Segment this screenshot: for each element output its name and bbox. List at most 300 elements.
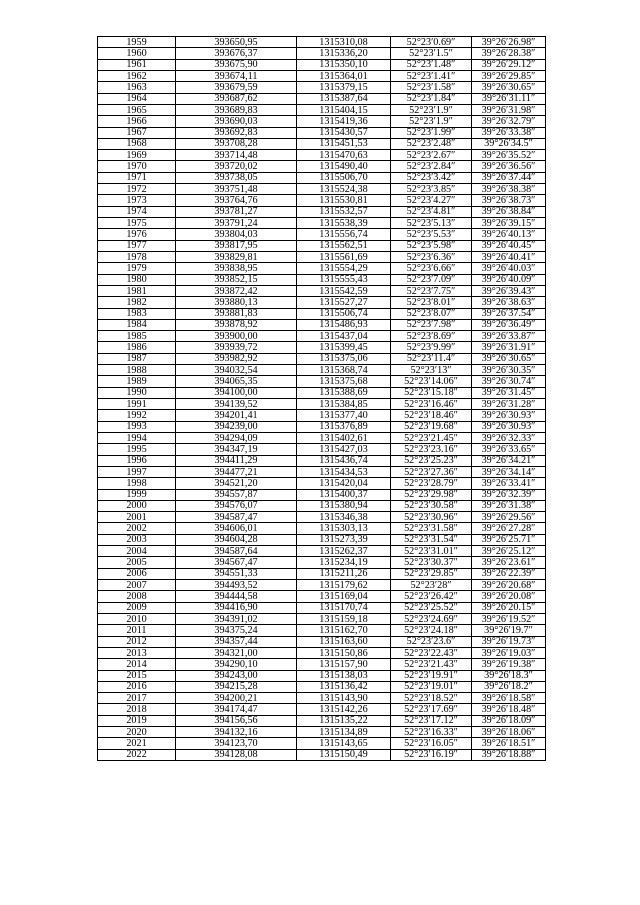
longitude-cell: 39°26′33.41″ bbox=[472, 478, 546, 489]
x-coordinate-cell: 393751,48 bbox=[176, 184, 297, 195]
latitude-cell: 52°23′7.75″ bbox=[391, 285, 472, 296]
x-coordinate-cell: 393852,15 bbox=[176, 274, 297, 285]
table-row bbox=[98, 104, 546, 115]
latitude-cell: 52°23′14.06″ bbox=[391, 376, 472, 387]
x-coordinate-cell: 393880,13 bbox=[176, 297, 297, 308]
y-coordinate-cell: 1315404,15 bbox=[297, 104, 391, 115]
y-coordinate-cell: 1315384,85 bbox=[297, 399, 391, 410]
x-coordinate-cell: 393679,59 bbox=[176, 82, 297, 93]
table-row bbox=[98, 444, 546, 455]
point-number-cell: 1979 bbox=[98, 263, 176, 274]
point-number-cell: 1962 bbox=[98, 70, 176, 81]
longitude-cell: 39°26′29.12″ bbox=[472, 59, 546, 70]
latitude-cell: 52°23′6.66″ bbox=[391, 263, 472, 274]
table-row bbox=[98, 670, 546, 681]
latitude-cell: 52°23′31.54″ bbox=[391, 534, 472, 545]
longitude-cell: 39°26′31.28″ bbox=[472, 399, 546, 410]
point-number-cell: 1973 bbox=[98, 195, 176, 206]
longitude-cell: 39°26′34.14″ bbox=[472, 466, 546, 477]
latitude-cell: 52°23′1.99″ bbox=[391, 127, 472, 138]
point-number-cell: 2011 bbox=[98, 625, 176, 636]
x-coordinate-cell: 393675,90 bbox=[176, 59, 297, 70]
y-coordinate-cell: 1315399,45 bbox=[297, 342, 391, 353]
y-coordinate-cell: 1315506,70 bbox=[297, 172, 391, 183]
y-coordinate-cell: 1315211,26 bbox=[297, 568, 391, 579]
table-row bbox=[98, 681, 546, 692]
point-number-cell: 1968 bbox=[98, 138, 176, 149]
longitude-cell: 39°26′30.65″ bbox=[472, 353, 546, 364]
longitude-cell: 39°26′18.3″ bbox=[472, 670, 546, 681]
table-row bbox=[98, 704, 546, 715]
longitude-cell: 39°26′19.73″ bbox=[472, 636, 546, 647]
x-coordinate-cell: 394321,00 bbox=[176, 647, 297, 658]
point-number-cell: 1964 bbox=[98, 93, 176, 104]
point-number-cell: 1981 bbox=[98, 285, 176, 296]
latitude-cell: 52°23′23.16″ bbox=[391, 444, 472, 455]
x-coordinate-cell: 393738,05 bbox=[176, 172, 297, 183]
y-coordinate-cell: 1315434,53 bbox=[297, 466, 391, 477]
x-coordinate-cell: 393690,03 bbox=[176, 116, 297, 127]
latitude-cell: 52°23′22.43″ bbox=[391, 647, 472, 658]
table-row bbox=[98, 580, 546, 591]
y-coordinate-cell: 1315170,74 bbox=[297, 602, 391, 613]
latitude-cell: 52°23′5.53″ bbox=[391, 229, 472, 240]
longitude-cell: 39°26′31.45″ bbox=[472, 387, 546, 398]
table-row bbox=[98, 523, 546, 534]
latitude-cell: 52°23′2.48″ bbox=[391, 138, 472, 149]
longitude-cell: 39°26′30.74″ bbox=[472, 376, 546, 387]
point-number-cell: 1984 bbox=[98, 319, 176, 330]
point-number-cell: 2012 bbox=[98, 636, 176, 647]
y-coordinate-cell: 1315562,51 bbox=[297, 240, 391, 251]
table-row bbox=[98, 138, 546, 149]
y-coordinate-cell: 1315486,93 bbox=[297, 319, 391, 330]
y-coordinate-cell: 1315427,03 bbox=[297, 444, 391, 455]
table-row bbox=[98, 591, 546, 602]
table-row bbox=[98, 342, 546, 353]
table-row bbox=[98, 116, 546, 127]
latitude-cell: 52°23′16.46″ bbox=[391, 399, 472, 410]
point-number-cell: 1970 bbox=[98, 161, 176, 172]
point-number-cell: 1966 bbox=[98, 116, 176, 127]
point-number-cell: 2010 bbox=[98, 613, 176, 624]
point-number-cell: 1986 bbox=[98, 342, 176, 353]
x-coordinate-cell: 393720,02 bbox=[176, 161, 297, 172]
longitude-cell: 39°26′18.51″ bbox=[472, 738, 546, 749]
point-number-cell: 1959 bbox=[98, 37, 176, 48]
longitude-cell: 39°26′30.93″ bbox=[472, 410, 546, 421]
table-row bbox=[98, 410, 546, 421]
table-row bbox=[98, 500, 546, 511]
x-coordinate-cell: 394032,54 bbox=[176, 365, 297, 376]
x-coordinate-cell: 393692,83 bbox=[176, 127, 297, 138]
point-number-cell: 1988 bbox=[98, 365, 176, 376]
x-coordinate-cell: 394239,00 bbox=[176, 421, 297, 432]
latitude-cell: 52°23′8.69″ bbox=[391, 331, 472, 342]
point-number-cell: 1999 bbox=[98, 489, 176, 500]
longitude-cell: 39°26′31.11″ bbox=[472, 93, 546, 104]
y-coordinate-cell: 1315561,69 bbox=[297, 251, 391, 262]
point-number-cell: 1994 bbox=[98, 432, 176, 443]
x-coordinate-cell: 394215,28 bbox=[176, 681, 297, 692]
y-coordinate-cell: 1315143,65 bbox=[297, 738, 391, 749]
y-coordinate-cell: 1315542,59 bbox=[297, 285, 391, 296]
table-row bbox=[98, 557, 546, 568]
table-row bbox=[98, 308, 546, 319]
table-row bbox=[98, 478, 546, 489]
y-coordinate-cell: 1315555,43 bbox=[297, 274, 391, 285]
x-coordinate-cell: 393714,48 bbox=[176, 150, 297, 161]
x-coordinate-cell: 394411,29 bbox=[176, 455, 297, 466]
longitude-cell: 39°26′18.2″ bbox=[472, 681, 546, 692]
longitude-cell: 39°26′35.52″ bbox=[472, 150, 546, 161]
point-number-cell: 1991 bbox=[98, 399, 176, 410]
latitude-cell: 52°23′26.42″ bbox=[391, 591, 472, 602]
longitude-cell: 39°26′36.49″ bbox=[472, 319, 546, 330]
longitude-cell: 39°26′30.65″ bbox=[472, 82, 546, 93]
latitude-cell: 52°23′24.18″ bbox=[391, 625, 472, 636]
longitude-cell: 39°26′40.03″ bbox=[472, 263, 546, 274]
y-coordinate-cell: 1315388,69 bbox=[297, 387, 391, 398]
y-coordinate-cell: 1315430,57 bbox=[297, 127, 391, 138]
y-coordinate-cell: 1315262,37 bbox=[297, 546, 391, 557]
x-coordinate-cell: 394606,01 bbox=[176, 523, 297, 534]
longitude-cell: 39°26′39.43″ bbox=[472, 285, 546, 296]
latitude-cell: 52°23′7.98″ bbox=[391, 319, 472, 330]
longitude-cell: 39°26′25.71″ bbox=[472, 534, 546, 545]
table-row bbox=[98, 727, 546, 738]
point-number-cell: 2004 bbox=[98, 546, 176, 557]
latitude-cell: 52°23′15.18″ bbox=[391, 387, 472, 398]
point-number-cell: 2021 bbox=[98, 738, 176, 749]
table-row bbox=[98, 285, 546, 296]
longitude-cell: 39°26′26.98″ bbox=[472, 37, 546, 48]
point-number-cell: 2005 bbox=[98, 557, 176, 568]
point-number-cell: 2008 bbox=[98, 591, 176, 602]
latitude-cell: 52°23′29.85″ bbox=[391, 568, 472, 579]
table-row bbox=[98, 240, 546, 251]
y-coordinate-cell: 1315336,20 bbox=[297, 48, 391, 59]
x-coordinate-cell: 394347,19 bbox=[176, 444, 297, 455]
longitude-cell: 39°26′38.63″ bbox=[472, 297, 546, 308]
point-number-cell: 2015 bbox=[98, 670, 176, 681]
point-number-cell: 2022 bbox=[98, 749, 176, 760]
x-coordinate-cell: 394128,08 bbox=[176, 749, 297, 760]
x-coordinate-cell: 393687,62 bbox=[176, 93, 297, 104]
latitude-cell: 52°23′16.05″ bbox=[391, 738, 472, 749]
longitude-cell: 39°26′19.03″ bbox=[472, 647, 546, 658]
y-coordinate-cell: 1315234,19 bbox=[297, 557, 391, 568]
point-number-cell: 2017 bbox=[98, 693, 176, 704]
latitude-cell: 52°23′1.84″ bbox=[391, 93, 472, 104]
y-coordinate-cell: 1315162,70 bbox=[297, 625, 391, 636]
longitude-cell: 39°26′23.61″ bbox=[472, 557, 546, 568]
longitude-cell: 39°26′40.41″ bbox=[472, 251, 546, 262]
x-coordinate-cell: 393881,83 bbox=[176, 308, 297, 319]
x-coordinate-cell: 393939,72 bbox=[176, 342, 297, 353]
table-row bbox=[98, 546, 546, 557]
latitude-cell: 52°23′1.48″ bbox=[391, 59, 472, 70]
longitude-cell: 39°26′20.68″ bbox=[472, 580, 546, 591]
point-number-cell: 1992 bbox=[98, 410, 176, 421]
table-row bbox=[98, 93, 546, 104]
table-row bbox=[98, 229, 546, 240]
point-number-cell: 1971 bbox=[98, 172, 176, 183]
point-number-cell: 1996 bbox=[98, 455, 176, 466]
table-row bbox=[98, 432, 546, 443]
longitude-cell: 39°26′18.88″ bbox=[472, 749, 546, 760]
x-coordinate-cell: 393650,95 bbox=[176, 37, 297, 48]
x-coordinate-cell: 394587,47 bbox=[176, 512, 297, 523]
x-coordinate-cell: 393838,95 bbox=[176, 263, 297, 274]
x-coordinate-cell: 394587,64 bbox=[176, 546, 297, 557]
longitude-cell: 39°26′30.35″ bbox=[472, 365, 546, 376]
y-coordinate-cell: 1315350,10 bbox=[297, 59, 391, 70]
latitude-cell: 52°23′18.46″ bbox=[391, 410, 472, 421]
table-row bbox=[98, 70, 546, 81]
longitude-cell: 39°26′25.12″ bbox=[472, 546, 546, 557]
longitude-cell: 39°26′31.38″ bbox=[472, 500, 546, 511]
point-number-cell: 2006 bbox=[98, 568, 176, 579]
x-coordinate-cell: 394567,47 bbox=[176, 557, 297, 568]
table-row bbox=[98, 659, 546, 670]
y-coordinate-cell: 1315524,38 bbox=[297, 184, 391, 195]
x-coordinate-cell: 394557,87 bbox=[176, 489, 297, 500]
latitude-cell: 52°23′5.98″ bbox=[391, 240, 472, 251]
longitude-cell: 39°26′20.08″ bbox=[472, 591, 546, 602]
longitude-cell: 39°26′32.39″ bbox=[472, 489, 546, 500]
x-coordinate-cell: 394294,09 bbox=[176, 432, 297, 443]
y-coordinate-cell: 1315402,61 bbox=[297, 432, 391, 443]
latitude-cell: 52°23′3.85″ bbox=[391, 184, 472, 195]
point-number-cell: 1961 bbox=[98, 59, 176, 70]
latitude-cell: 52°23′13″ bbox=[391, 365, 472, 376]
x-coordinate-cell: 394444,58 bbox=[176, 591, 297, 602]
point-number-cell: 2013 bbox=[98, 647, 176, 658]
x-coordinate-cell: 394290,10 bbox=[176, 659, 297, 670]
longitude-cell: 39°26′40.13″ bbox=[472, 229, 546, 240]
x-coordinate-cell: 393791,24 bbox=[176, 218, 297, 229]
longitude-cell: 39°26′30.93″ bbox=[472, 421, 546, 432]
table-row bbox=[98, 263, 546, 274]
coordinates-table bbox=[97, 36, 546, 761]
x-coordinate-cell: 393829,81 bbox=[176, 251, 297, 262]
latitude-cell: 52°23′31.58″ bbox=[391, 523, 472, 534]
longitude-cell: 39°26′34.5″ bbox=[472, 138, 546, 149]
table-row bbox=[98, 466, 546, 477]
longitude-cell: 39°26′38.73″ bbox=[472, 195, 546, 206]
table-row bbox=[98, 161, 546, 172]
latitude-cell: 52°23′28.79″ bbox=[391, 478, 472, 489]
y-coordinate-cell: 1315364,01 bbox=[297, 70, 391, 81]
y-coordinate-cell: 1315375,06 bbox=[297, 353, 391, 364]
longitude-cell: 39°26′37.44″ bbox=[472, 172, 546, 183]
latitude-cell: 52°23′8.01″ bbox=[391, 297, 472, 308]
latitude-cell: 52°23′24.69″ bbox=[391, 613, 472, 624]
x-coordinate-cell: 394416,90 bbox=[176, 602, 297, 613]
x-coordinate-cell: 394123,70 bbox=[176, 738, 297, 749]
y-coordinate-cell: 1315470,63 bbox=[297, 150, 391, 161]
point-number-cell: 1998 bbox=[98, 478, 176, 489]
table-row bbox=[98, 48, 546, 59]
x-coordinate-cell: 394391,02 bbox=[176, 613, 297, 624]
latitude-cell: 52°23′7.09″ bbox=[391, 274, 472, 285]
table-row bbox=[98, 184, 546, 195]
latitude-cell: 52°23′2.67″ bbox=[391, 150, 472, 161]
longitude-cell: 39°26′40.09″ bbox=[472, 274, 546, 285]
x-coordinate-cell: 393982,92 bbox=[176, 353, 297, 364]
y-coordinate-cell: 1315490,40 bbox=[297, 161, 391, 172]
table-row bbox=[98, 613, 546, 624]
latitude-cell: 52°23′1.9″ bbox=[391, 104, 472, 115]
y-coordinate-cell: 1315157,90 bbox=[297, 659, 391, 670]
point-number-cell: 1983 bbox=[98, 308, 176, 319]
point-number-cell: 1967 bbox=[98, 127, 176, 138]
y-coordinate-cell: 1315375,68 bbox=[297, 376, 391, 387]
y-coordinate-cell: 1315419,36 bbox=[297, 116, 391, 127]
longitude-cell: 39°26′18.09″ bbox=[472, 715, 546, 726]
y-coordinate-cell: 1315159,18 bbox=[297, 613, 391, 624]
table-row bbox=[98, 37, 546, 48]
y-coordinate-cell: 1315169,04 bbox=[297, 591, 391, 602]
y-coordinate-cell: 1315530,81 bbox=[297, 195, 391, 206]
table-row bbox=[98, 512, 546, 523]
y-coordinate-cell: 1315368,74 bbox=[297, 365, 391, 376]
longitude-cell: 39°26′32.79″ bbox=[472, 116, 546, 127]
point-number-cell: 1976 bbox=[98, 229, 176, 240]
x-coordinate-cell: 393804,03 bbox=[176, 229, 297, 240]
y-coordinate-cell: 1315554,29 bbox=[297, 263, 391, 274]
point-number-cell: 1990 bbox=[98, 387, 176, 398]
longitude-cell: 39°26′34.21″ bbox=[472, 455, 546, 466]
point-number-cell: 1975 bbox=[98, 218, 176, 229]
longitude-cell: 39°26′38.38″ bbox=[472, 184, 546, 195]
latitude-cell: 52°23′1.5″ bbox=[391, 48, 472, 59]
point-number-cell: 2016 bbox=[98, 681, 176, 692]
y-coordinate-cell: 1315506,74 bbox=[297, 308, 391, 319]
latitude-cell: 52°23′28″ bbox=[391, 580, 472, 591]
y-coordinate-cell: 1315377,40 bbox=[297, 410, 391, 421]
latitude-cell: 52°23′5.13″ bbox=[391, 218, 472, 229]
point-number-cell: 1995 bbox=[98, 444, 176, 455]
latitude-cell: 52°23′19.68″ bbox=[391, 421, 472, 432]
latitude-cell: 52°23′1.58″ bbox=[391, 82, 472, 93]
point-number-cell: 1982 bbox=[98, 297, 176, 308]
point-number-cell: 1969 bbox=[98, 150, 176, 161]
x-coordinate-cell: 394477,21 bbox=[176, 466, 297, 477]
y-coordinate-cell: 1315376,89 bbox=[297, 421, 391, 432]
longitude-cell: 39°26′19.7″ bbox=[472, 625, 546, 636]
latitude-cell: 52°23′29.98″ bbox=[391, 489, 472, 500]
latitude-cell: 52°23′6.36″ bbox=[391, 251, 472, 262]
y-coordinate-cell: 1315135,22 bbox=[297, 715, 391, 726]
point-number-cell: 1993 bbox=[98, 421, 176, 432]
point-number-cell: 2009 bbox=[98, 602, 176, 613]
x-coordinate-cell: 393764,76 bbox=[176, 195, 297, 206]
x-coordinate-cell: 394357,44 bbox=[176, 636, 297, 647]
point-number-cell: 1977 bbox=[98, 240, 176, 251]
y-coordinate-cell: 1315527,27 bbox=[297, 297, 391, 308]
table-row bbox=[98, 127, 546, 138]
table-row bbox=[98, 534, 546, 545]
table-row bbox=[98, 636, 546, 647]
table-row bbox=[98, 693, 546, 704]
x-coordinate-cell: 393689,83 bbox=[176, 104, 297, 115]
point-number-cell: 2003 bbox=[98, 534, 176, 545]
longitude-cell: 39°26′29.56″ bbox=[472, 512, 546, 523]
table-row bbox=[98, 421, 546, 432]
longitude-cell: 39°26′29.85″ bbox=[472, 70, 546, 81]
table-row bbox=[98, 172, 546, 183]
x-coordinate-cell: 394139,52 bbox=[176, 399, 297, 410]
x-coordinate-cell: 393817,95 bbox=[176, 240, 297, 251]
x-coordinate-cell: 393878,92 bbox=[176, 319, 297, 330]
point-number-cell: 2007 bbox=[98, 580, 176, 591]
latitude-cell: 52°23′18.52″ bbox=[391, 693, 472, 704]
latitude-cell: 52°23′21.45″ bbox=[391, 432, 472, 443]
point-number-cell: 2014 bbox=[98, 659, 176, 670]
longitude-cell: 39°26′38.84″ bbox=[472, 206, 546, 217]
table-row bbox=[98, 602, 546, 613]
y-coordinate-cell: 1315143,90 bbox=[297, 693, 391, 704]
table-row bbox=[98, 387, 546, 398]
y-coordinate-cell: 1315346,38 bbox=[297, 512, 391, 523]
table-row bbox=[98, 738, 546, 749]
point-number-cell: 1963 bbox=[98, 82, 176, 93]
x-coordinate-cell: 394604,28 bbox=[176, 534, 297, 545]
longitude-cell: 39°26′19.52″ bbox=[472, 613, 546, 624]
point-number-cell: 1997 bbox=[98, 466, 176, 477]
point-number-cell: 2001 bbox=[98, 512, 176, 523]
latitude-cell: 52°23′17.12″ bbox=[391, 715, 472, 726]
latitude-cell: 52°23′1.41″ bbox=[391, 70, 472, 81]
x-coordinate-cell: 394375,24 bbox=[176, 625, 297, 636]
y-coordinate-cell: 1315451,53 bbox=[297, 138, 391, 149]
longitude-cell: 39°26′22.39″ bbox=[472, 568, 546, 579]
y-coordinate-cell: 1315538,39 bbox=[297, 218, 391, 229]
point-number-cell: 1980 bbox=[98, 274, 176, 285]
longitude-cell: 39°26′37.54″ bbox=[472, 308, 546, 319]
x-coordinate-cell: 394132,16 bbox=[176, 727, 297, 738]
table-row bbox=[98, 297, 546, 308]
y-coordinate-cell: 1315387,64 bbox=[297, 93, 391, 104]
table-row bbox=[98, 206, 546, 217]
point-number-cell: 1987 bbox=[98, 353, 176, 364]
table-row bbox=[98, 251, 546, 262]
x-coordinate-cell: 394065,35 bbox=[176, 376, 297, 387]
longitude-cell: 39°26′18.58″ bbox=[472, 693, 546, 704]
x-coordinate-cell: 393900,00 bbox=[176, 331, 297, 342]
latitude-cell: 52°23′4.81″ bbox=[391, 206, 472, 217]
longitude-cell: 39°26′28.38″ bbox=[472, 48, 546, 59]
latitude-cell: 52°23′8.07″ bbox=[391, 308, 472, 319]
point-number-cell: 1960 bbox=[98, 48, 176, 59]
longitude-cell: 39°26′27.28″ bbox=[472, 523, 546, 534]
x-coordinate-cell: 393674,11 bbox=[176, 70, 297, 81]
table-row bbox=[98, 150, 546, 161]
latitude-cell: 52°23′4.27″ bbox=[391, 195, 472, 206]
table-row bbox=[98, 82, 546, 93]
table-row bbox=[98, 331, 546, 342]
x-coordinate-cell: 394551,33 bbox=[176, 568, 297, 579]
point-number-cell: 1985 bbox=[98, 331, 176, 342]
latitude-cell: 52°23′27.36″ bbox=[391, 466, 472, 477]
y-coordinate-cell: 1315150,49 bbox=[297, 749, 391, 760]
x-coordinate-cell: 393781,27 bbox=[176, 206, 297, 217]
latitude-cell: 52°23′21.43″ bbox=[391, 659, 472, 670]
y-coordinate-cell: 1315150,86 bbox=[297, 647, 391, 658]
table-row bbox=[98, 274, 546, 285]
